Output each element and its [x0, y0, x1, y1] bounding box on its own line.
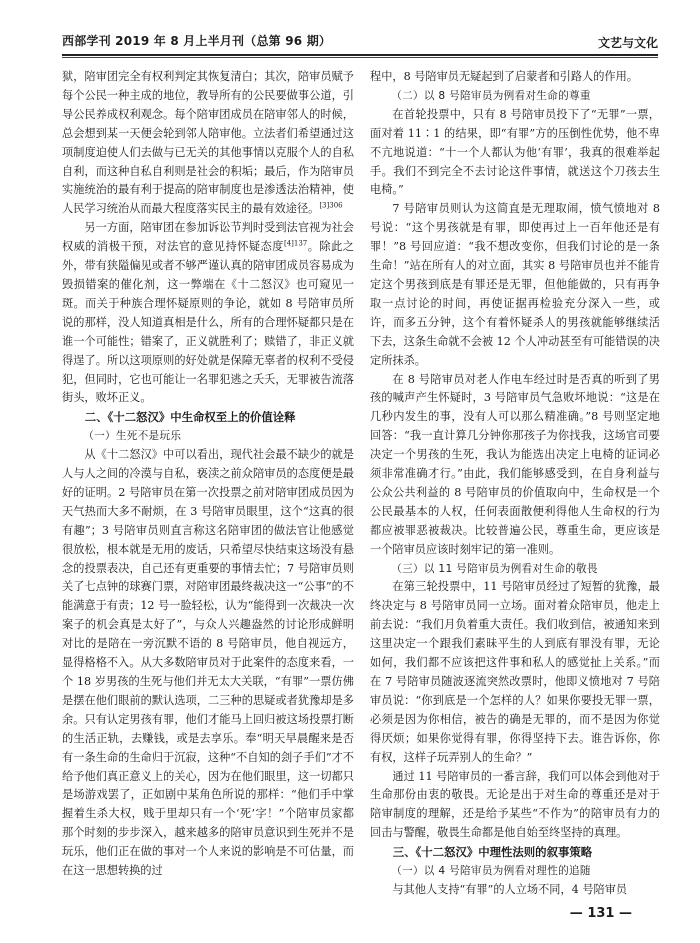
paragraph [62, 219, 354, 408]
page-number: — 131 — [569, 906, 632, 921]
right-column [370, 68, 660, 900]
subsection-heading: （一）以 4 号陪审员为例看对理性的追随 [391, 865, 591, 878]
paragraph: 与其他人支持“有罪”的人立场不同，4 号陪审员 [392, 882, 628, 896]
paragraph: 在 8 号陪审员对老人作电车经过时是否真的听到了男孩的喊声产生怀疑时，3 号陪审员气急败坏地说：“这是在几秒内发生的事，没有人可以那么精准确。”8 号则坚定地回答：“我一直计算几分钟你那孩子为你找我，这场官司要决定一个男孩的生死，我认为能选出决定上电椅的证词必须非常准确才行。”由此，我们能够感受到，在自身利益与公众公共利益的 8 号陪审员的价值取向中，生命权是一个公民最基本的人权，任何表面散便利得他人生命权的行为都应被罪恶被裁决。比较普遍公民，尊重生命，更应该是一个陪审员应该时刻牢记的第一准则。 [370, 372, 660, 556]
section-heading: 二、《十二怒汉》中生命权至上的价值诠释 [84, 410, 296, 425]
section-heading: 三、《十二怒汉》中理性法则的叙事策略 [392, 845, 593, 860]
paragraph: 在第三轮投票中，11 号陪审员经过了短暂的犹豫，最终决定与 8 号陪审员同一立场。面对着众陪审员，他走上前去说：“我们月负着重大责任。我们收到信，被通知来到这里决定一个跟我们素昧平生的人到底有罪没有罪，无论如何，我们都不应该把这件事和私人的感觉扯上关系。”而在 7 号陪审员随波逐流突然改票时，他即义愤地对 7 号陪审员说：“你到底是一个怎样的人？如果你要投无罪一票，必须是因为你相信，被告的确是无罪的，而不是因为你觉得厌烦；如果你觉得有罪，你得坚持下去。谁告诉你，你有权，这样子玩弄别人的生命？” [370, 580, 660, 764]
page-header [62, 26, 658, 56]
subsection-heading: （三）以 11 号陪审员为例看对生命的敬畏 [391, 562, 598, 575]
citation-ref: [4]137 [283, 239, 308, 248]
paragraph: 7 号陪审员则认为这简直是无理取闹，愤气愤地对 8 号说：“这个男孩就是有罪，即使再过上一百年他还是有罪！”8 号回应道：“我不想改变你，但我们讨论的是一条生命！”站在所有人的对立面，其实 8 号陪审员也并不能肯定这个男孩到底是有罪还是无罪，但他能做的，只有再争取一点讨论的时间，再使证据再检验充分深入一些，或许，而多五分钟，这个有着怀疑杀人的男孩就能够继续活下去，这条生命就不会被 12 个人冲动甚至有可能错误的决定所抹杀。 [370, 202, 660, 367]
paragraph [62, 68, 354, 219]
paragraph-text: 另一方面，陪审团在参加诉讼节判时受到法官视为社会权威的消极干预，对法官的意见持怀疑态度 [62, 221, 354, 254]
citation-ref: [3]306 [319, 201, 343, 210]
paragraph: 通过 11 号陪审员的一番言辞，我们可以体会到他对于生命那份由衷的敬畏。无论是出于对生命的尊重还是对于陪审制度的理解，还是给予某些“不作为”的陪审员有力的回击与警醒，敬畏生命都是他自始至终坚持的真理。 [370, 769, 660, 840]
left-column [62, 68, 354, 881]
journal-title: 西部学刊 2019 年 8 月上半月刊（总第 96 期） [62, 34, 332, 48]
paragraph-text: 狱，陪审团完全有权利判定其恢复清白；其次，陪审员赋予每个公民一种主成的地位，教导所有的公民要做事公道，引导公民养成权利观念。每个陪审团成员在陪审邻人的时候，总会想到某一天便会轮到邻人陪审他。立法者们希望通过这项制度迫使人们去做与已无关的其他事情以克服个人的自私自利，而这种自私自利则是社会的积垢；最后，作为陪审员实施统治的最有利于提高的陪审制度也是渗透法治精神，使人民学习统治从而最大程度落实民主的最有效途径。 [62, 70, 354, 216]
subsection-heading: （一）生死不是玩乐 [83, 430, 182, 443]
paragraph: 从《十二怒汉》中可以看出，现代社会最不缺少的就是人与人之间的冷漠与自私，亵渎之前众陪审员的态度便是最好的证明。2 号陪审员在第一次投票之前对陪审团成员因为天气热而大多不耐烦，在 3 号陪审员眼里，这个“这真的很有趣”；3 号陪审员则直言称这名陪审团的做法官让他感觉很放松，根本就是无用的废话，只希望尽快结束这场没有悬念的投票表决，自己还有更重要的事情去忙；7 号陪审员则关了七点钟的球赛门票，对陪审团最终裁决这一“公事”的不能满意于有责；12 号一脸轻松，认为“能得到一次裁决一次案子的机会真是太好了”，与众人兴趣盎然的讨论形成鲜明对比的是陪在一旁沉默不语的 8 号陪审员，他自视远方，显得格格不入。从大多数陪审员对于此案件的态度来看，一个 18 岁男孩的生死与他们并无太大关联，“有罪”一票仿佛是摆在他们眼前的默认选项，二三种的思疑或者犹豫却是多余。只有认定男孩有罪，他们才能马上回归被这场投票打断的生活正轨，去赚钱，或是去享乐。奉“明天早晨醒来是否有一条生命的生命归于沉寂，这种“不自知的刽子手们”才不给予他们真正意义上的关心，因为在他们眼里，这一切都只是场游戏罢了，正如剧中某角色所说的那样：“他们手中掌握着生杀大权，贱于里却只有一个‘死’字！”个陪审员家都那个时刻的步步深入，越来越多的陪审员意识到生死并不是玩乐，他们正在做的事对一个人来说的影响是不可估量，而在这一思想转换的过 [62, 448, 355, 878]
section-title: 文艺与文化 [597, 36, 658, 50]
paragraph: 在首轮投票中，只有 8 号陪审员投下了“无罪”一票，面对着 11∶1 的结果，即“有罪”方的压倒性优势，他不卑不亢地说道：“十一个人都认为他‘有罪’，我真的很难举起手。我们不到完全不去讨论这件事情，就送这个刀孩去生电椅。” [370, 107, 660, 197]
subsection-heading: （二）以 8 号陪审员为例看对生命的尊重 [391, 89, 591, 102]
header-rule [62, 57, 658, 58]
paragraph: 程中，8 号陪审员无疑起到了启蒙者和引路人的作用。 [370, 70, 638, 83]
paragraph-text: 。除此之外，带有狭隘偏见或者不够严谨认真的陪审团成员容易成为毁损错案的催化剂，这一弊端在《十二怒汉》也可窥见一斑。而关于种族合理怀疑原则的争论，就如 8 号陪审员所说的那样，没人知道真相是什么，所有的合理怀疑都只是在谁一个可能性；错案了，正义就胜利了；赎错了，非正义就得逞了。所以这项原则的好处就是保障无辜者的权利不受侵犯，但同时，它也可能让一名罪犯逃之夭夭，无罪被告流落街头，败坏正义。 [62, 240, 354, 405]
